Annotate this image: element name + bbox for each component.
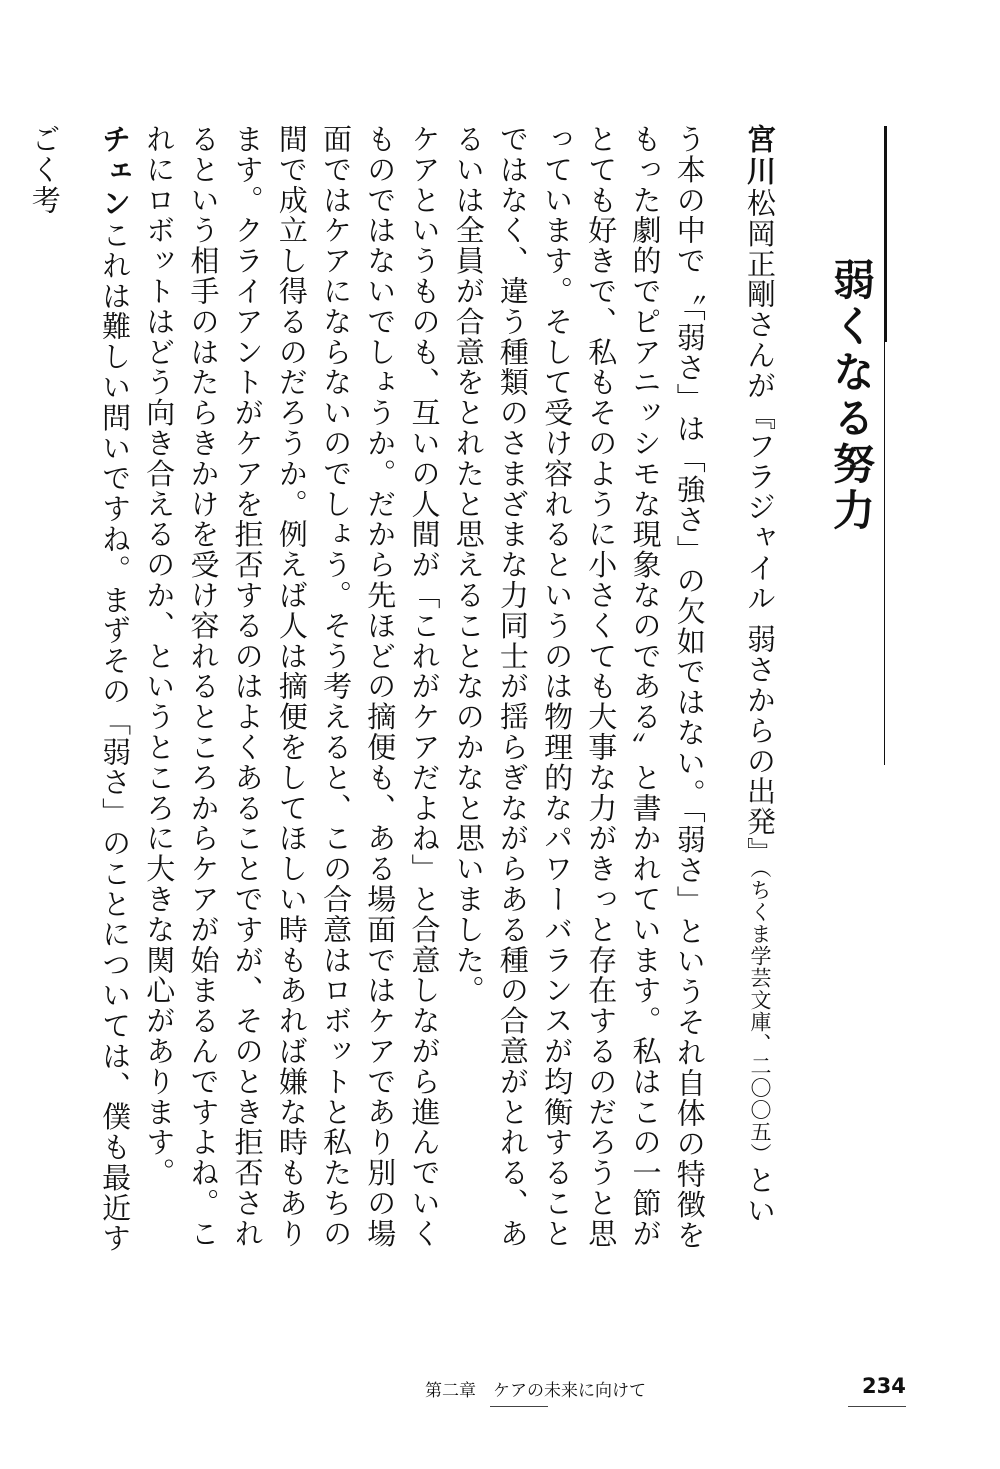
body-text xyxy=(27,124,782,1254)
chapter-underline xyxy=(490,1406,548,1407)
speaker-name: チェン xyxy=(98,124,133,220)
speaker-name: 宮川 xyxy=(743,124,777,188)
page-number: 234 xyxy=(862,1374,906,1398)
citation-source: （ちくま学芸文庫、二〇〇五） xyxy=(748,867,772,1165)
heading-rule xyxy=(884,126,887,342)
page-number-underline xyxy=(848,1406,906,1407)
paragraph-text: これは難しい問いですね。まずその「弱さ」のことについては、僕も最近すごく考 xyxy=(27,124,133,1254)
heading-thin-rule xyxy=(884,342,885,765)
paragraph-chen xyxy=(23,124,138,1254)
paragraph-text: ケアというものも、互いの人間が「これがケアだよね」と合意しながら進んでいくものではないでしょうか。だから先ほどの摘便も、ある場面ではケアであり別の場面ではケアにならないのでしょう。そう考えると、この合意はロボットと私たちの間で成立し得るのだろうか。例えば人は摘便をしてほしい時もあれば嫌な時もあります。クライアントがケアを拒否するのはよくあることですが、そのとき拒否されるという相手のはたらきかけを受け容れるところからケアが始まるんですよね。これにロボットはどう向き合えるのか、というところに大きな関心があります。 xyxy=(142,124,442,1249)
paragraph-miyakawa xyxy=(446,124,782,1254)
chapter-title: 第二章 ケアの未来に向けて xyxy=(425,1381,646,1401)
section-heading: 弱くなる努力 xyxy=(827,258,876,534)
paragraph-care xyxy=(137,124,446,1254)
paragraph-text: という本の中で〝「弱さ」は「強さ」の欠如ではない。「弱さ」というそれ自体の特徴をもった劇的でピアニッシモな現象なのである〟と書かれています。私はこの一節がとても好きで、私もそのように小さくても大事な力がきっと存在するのだろうと思っています。そして受け容れるというのは物理的なパワーバランスが均衡することではなく、違う種類のさまざまな力同士が揺らぎながらある種の合意がとれる、あるいは全員が合意をとれたと思えることなのかなと思いました。 xyxy=(451,124,777,1251)
paragraph-text: 松岡正剛さんが『フラジャイル 弱さからの出発』 xyxy=(743,188,777,868)
